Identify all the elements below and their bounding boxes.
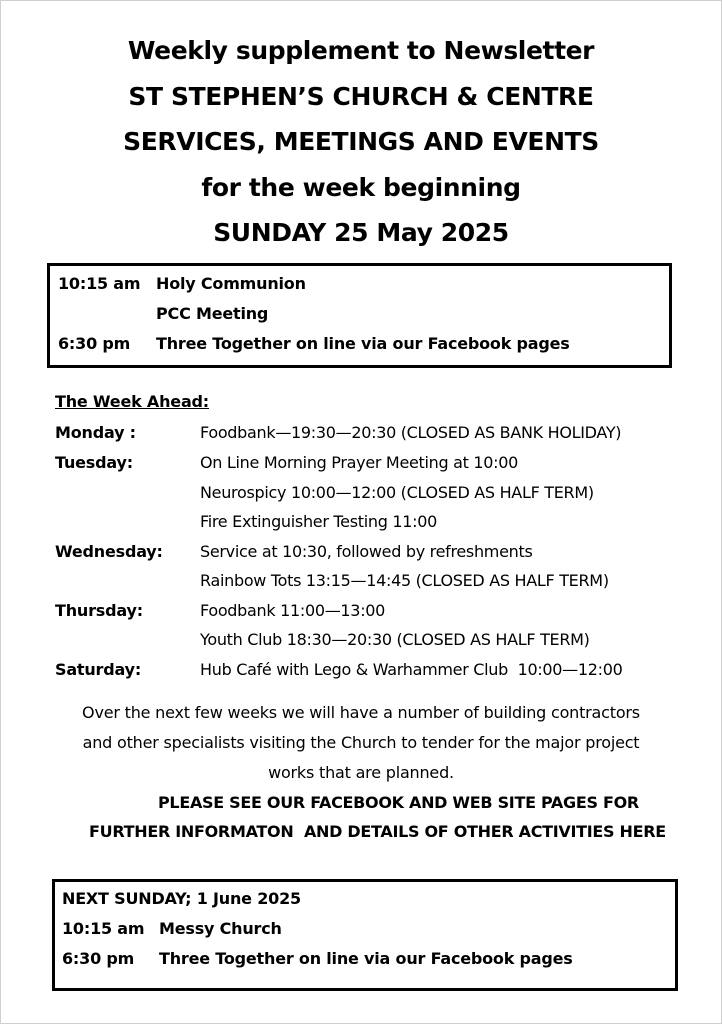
event-tuesday-2: Neurospicy 10:00—12:00 (CLOSED AS HALF TERM): [200, 483, 594, 502]
sunday-time-3: 6:30 pm: [58, 334, 131, 353]
event-wednesday-2: Rainbow Tots 13:15—14:45 (CLOSED AS HALF TERM): [200, 571, 609, 590]
cta-line-1: PLEASE SEE OUR FACEBOOK AND WEB SITE PAGES FOR: [158, 793, 639, 812]
event-saturday-1: Hub Café with Lego & Warhammer Club 10:00—12:00: [200, 660, 623, 679]
sunday-event-1: Holy Communion: [156, 274, 306, 293]
event-tuesday-3: Fire Extinguisher Testing 11:00: [200, 512, 437, 531]
event-tuesday-1: On Line Morning Prayer Meeting at 10:00: [200, 453, 519, 472]
title-line-1: Weekly supplement to Newsletter: [127, 36, 595, 65]
week-ahead-heading: The Week Ahead:: [55, 392, 209, 411]
notice-line-2: and other specialists visiting the Church to tender for the major project: [82, 733, 640, 752]
next-sunday-heading: NEXT SUNDAY; 1 June 2025: [62, 889, 301, 908]
title-line-3: SERVICES, MEETINGS AND EVENTS: [123, 127, 599, 156]
day-thursday: Thursday:: [55, 601, 143, 620]
day-monday: Monday :: [55, 423, 136, 442]
sunday-time-1: 10:15 am: [58, 274, 141, 293]
sunday-event-2: PCC Meeting: [156, 304, 269, 323]
next-sunday-event-1: Messy Church: [159, 919, 282, 938]
title-line-5: SUNDAY 25 May 2025: [213, 218, 509, 247]
day-tuesday: Tuesday:: [55, 453, 133, 472]
title-line-4: for the week beginning: [201, 172, 521, 202]
next-sunday-time-2: 6:30 pm: [62, 949, 135, 968]
notice-line-3: works that are planned.: [268, 763, 454, 782]
next-sunday-time-1: 10:15 am: [62, 919, 145, 938]
event-monday-1: Foodbank—19:30—20:30 (CLOSED AS BANK HOLIDAY): [200, 423, 622, 442]
notice-line-1: Over the next few weeks we will have a number of building contractors: [82, 703, 640, 722]
sunday-event-3: Three Together on line via our Facebook pages: [156, 334, 570, 353]
event-wednesday-1: Service at 10:30, followed by refreshments: [200, 542, 533, 561]
title-line-2: ST STEPHEN’S CHURCH & CENTRE: [128, 81, 594, 111]
next-sunday-event-2: Three Together on line via our Facebook pages: [159, 949, 573, 968]
day-saturday: Saturday:: [55, 660, 142, 679]
page-title: [0, 28, 722, 256]
event-thursday-1: Foodbank 11:00—13:00: [200, 601, 386, 620]
day-wednesday: Wednesday:: [55, 542, 163, 561]
cta-line-2: FURTHER INFORMATON AND DETAILS OF OTHER ACTIVITIES HERE: [89, 822, 666, 841]
event-thursday-2: Youth Club 18:30—20:30 (CLOSED AS HALF TERM): [200, 630, 590, 649]
